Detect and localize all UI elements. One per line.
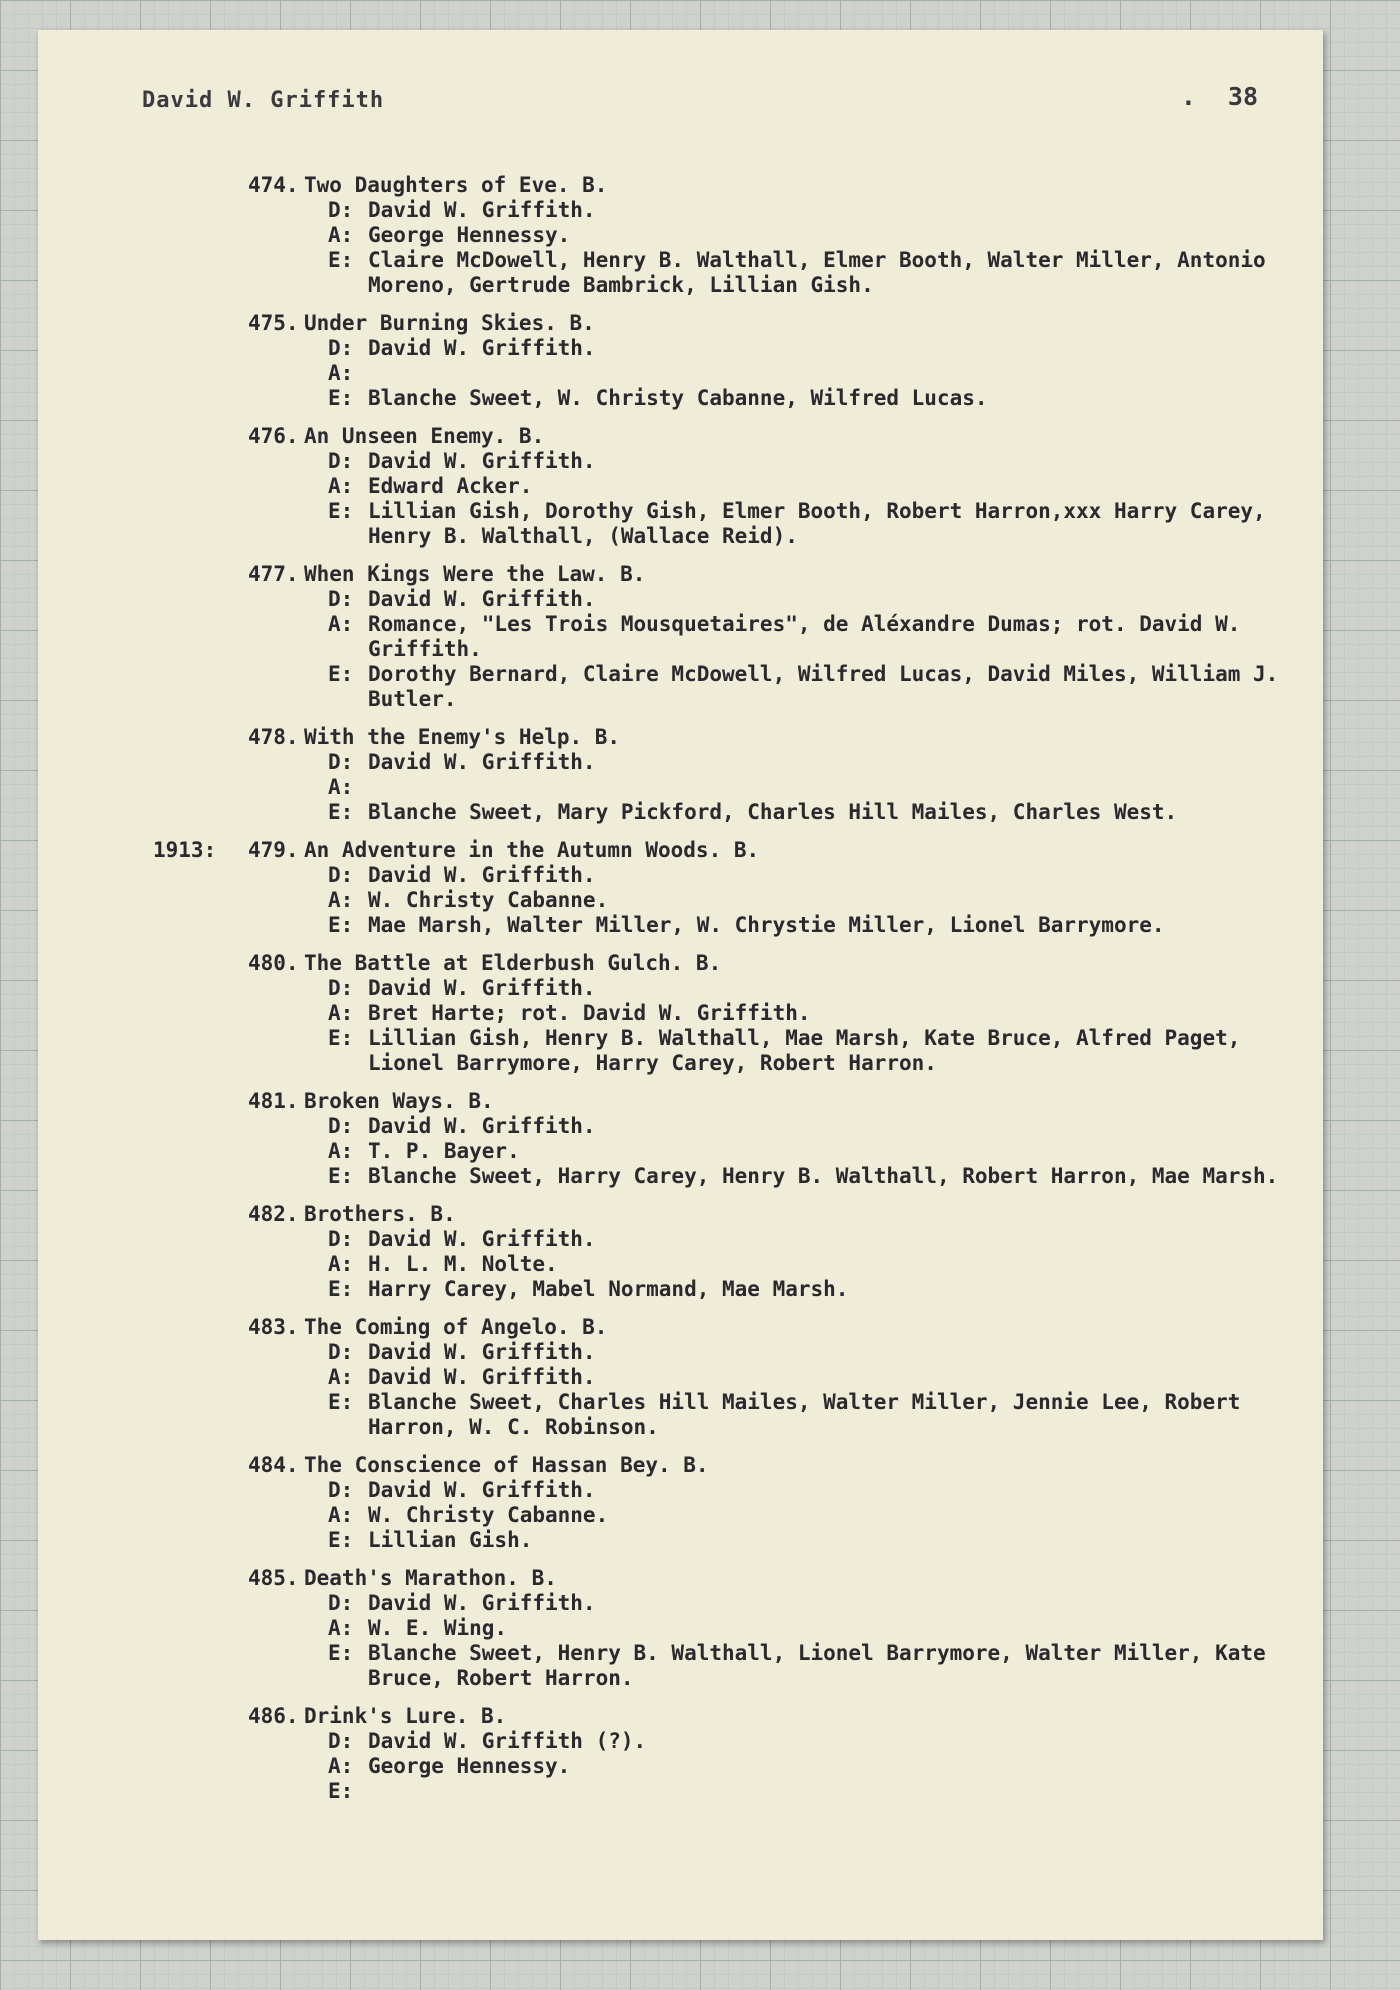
film-entry (38, 173, 1323, 298)
credit-line (328, 1390, 1308, 1440)
credit-value: David W. Griffith. (368, 449, 596, 473)
credit-line (328, 1779, 1308, 1804)
credit-value: David W. Griffith. (368, 1114, 596, 1138)
credit-label: A: (328, 1754, 354, 1778)
credit-label: D: (328, 1729, 354, 1753)
credit-value: Lillian Gish, Dorothy Gish, Elmer Booth, Robert Harron,xxx Harry Carey, Henry B. Walthall, (Wallace Reid). (368, 499, 1266, 548)
credit-line (328, 1252, 1308, 1277)
film-entry (38, 1202, 1323, 1302)
film-number: 476. (248, 424, 299, 448)
film-title: When Kings Were the Law. B. (304, 562, 646, 586)
film-title-line (248, 562, 1323, 587)
film-title: Brothers. B. (304, 1202, 456, 1226)
credit-label: E: (328, 1390, 354, 1414)
film-title-line (248, 424, 1323, 449)
credit-label: A: (328, 1503, 354, 1527)
credit-label: E: (328, 386, 354, 410)
credit-value: Dorothy Bernard, Claire McDowell, Wilfred Lucas, David Miles, William J. Butler. (368, 662, 1279, 711)
film-title: The Conscience of Hassan Bey. B. (304, 1453, 709, 1477)
credit-line (328, 662, 1308, 712)
credit-label: A: (328, 361, 354, 385)
credit-label: A: (328, 888, 354, 912)
film-title-line (248, 838, 1323, 863)
credit-label: A: (328, 612, 354, 636)
credit-line (328, 499, 1308, 549)
credit-value: Lillian Gish, Henry B. Walthall, Mae Marsh, Kate Bruce, Alfred Paget, Lionel Barrymore, Harry Carey, Robert Harron. (368, 1026, 1241, 1075)
film-entry (38, 1315, 1323, 1440)
film-title: Two Daughters of Eve. B. (304, 173, 608, 197)
credit-label: D: (328, 863, 354, 887)
film-number: 474. (248, 173, 299, 197)
credit-line (328, 775, 1308, 800)
film-title-line (248, 311, 1323, 336)
film-title: An Unseen Enemy. B. (304, 424, 545, 448)
credit-label: D: (328, 1340, 354, 1364)
film-title: Under Burning Skies. B. (304, 311, 595, 335)
film-number: 477. (248, 562, 299, 586)
typed-page (38, 30, 1323, 1940)
credit-label: D: (328, 1591, 354, 1615)
credit-label: E: (328, 1277, 354, 1301)
credit-line (328, 976, 1308, 1001)
credit-line (328, 386, 1308, 411)
film-number: 482. (248, 1202, 299, 1226)
credit-value: David W. Griffith. (368, 976, 596, 1000)
film-title-line (248, 1089, 1323, 1114)
credit-line (328, 913, 1308, 938)
film-title: The Coming of Angelo. B. (304, 1315, 608, 1339)
credit-line (328, 198, 1308, 223)
film-entry (38, 1089, 1323, 1189)
credit-label: D: (328, 1478, 354, 1502)
credit-line (328, 750, 1308, 775)
credit-value: Bret Harte; rot. David W. Griffith. (368, 1001, 811, 1025)
credit-value: Lillian Gish. (368, 1528, 533, 1552)
credit-value: W. Christy Cabanne. (368, 1503, 609, 1527)
credit-line (328, 223, 1308, 248)
film-entry (38, 1704, 1323, 1804)
credit-label: A: (328, 775, 354, 799)
credit-value: David W. Griffith. (368, 587, 596, 611)
credit-value: David W. Griffith. (368, 336, 596, 360)
credit-label: D: (328, 449, 354, 473)
film-entry (38, 1453, 1323, 1553)
credit-label: E: (328, 800, 354, 824)
film-title-line (248, 951, 1323, 976)
credit-line (328, 1641, 1308, 1691)
film-title-line (248, 1566, 1323, 1591)
credit-label: A: (328, 1365, 354, 1389)
film-number: 485. (248, 1566, 299, 1590)
credit-label: E: (328, 1641, 354, 1665)
credit-line (328, 1340, 1308, 1365)
credit-line (328, 1591, 1308, 1616)
credit-line (328, 1503, 1308, 1528)
credit-value: H. L. M. Nolte. (368, 1252, 558, 1276)
film-title: The Battle at Elderbush Gulch. B. (304, 951, 722, 975)
credit-label: E: (328, 499, 354, 523)
film-entry (38, 424, 1323, 549)
credit-value: David W. Griffith. (368, 863, 596, 887)
credit-label: D: (328, 198, 354, 222)
credit-value: David W. Griffith. (368, 750, 596, 774)
credit-label: E: (328, 913, 354, 937)
credit-label: D: (328, 1227, 354, 1251)
credit-line (328, 336, 1308, 361)
film-title-line (248, 725, 1323, 750)
credit-label: E: (328, 1528, 354, 1552)
credit-line (328, 800, 1308, 825)
film-number: 481. (248, 1089, 299, 1113)
credit-label: E: (328, 662, 354, 686)
credit-value: David W. Griffith. (368, 1340, 596, 1364)
credit-value: W. Christy Cabanne. (368, 888, 609, 912)
credit-label: E: (328, 1164, 354, 1188)
credit-line (328, 888, 1308, 913)
credit-line (328, 1139, 1308, 1164)
credit-value: David W. Griffith. (368, 1478, 596, 1502)
film-number: 478. (248, 725, 299, 749)
film-number: 484. (248, 1453, 299, 1477)
credit-value: George Hennessy. (368, 1754, 571, 1778)
credit-label: D: (328, 976, 354, 1000)
film-title-line (248, 173, 1323, 198)
film-entry (38, 838, 1323, 938)
credit-label: A: (328, 1252, 354, 1276)
film-title-line (248, 1704, 1323, 1729)
header-author-name: David W. Griffith (142, 88, 385, 113)
credit-label: E: (328, 248, 354, 272)
credit-line (328, 449, 1308, 474)
film-title-line (248, 1453, 1323, 1478)
credit-value: Harry Carey, Mabel Normand, Mae Marsh. (368, 1277, 849, 1301)
film-number: 486. (248, 1704, 299, 1728)
film-title-line (248, 1315, 1323, 1340)
credit-value: Blanche Sweet, Henry B. Walthall, Lionel Barrymore, Walter Miller, Kate Bruce, Robert Harron. (368, 1641, 1266, 1690)
credit-value: Blanche Sweet, Mary Pickford, Charles Hill Mailes, Charles West. (368, 800, 1178, 824)
credit-line (328, 1114, 1308, 1139)
credit-value: Blanche Sweet, W. Christy Cabanne, Wilfred Lucas. (368, 386, 988, 410)
credit-value: W. E. Wing. (368, 1616, 508, 1640)
page-number-value: 38 (1227, 82, 1258, 111)
film-number: 480. (248, 951, 299, 975)
credit-value: Romance, "Les Trois Mousquetaires", de Aléxandre Dumas; rot. David W. Griffith. (368, 612, 1241, 661)
credit-label: A: (328, 474, 354, 498)
page-number-dot: . (1180, 82, 1196, 111)
film-title: Drink's Lure. B. (304, 1704, 507, 1728)
credit-label: D: (328, 1114, 354, 1138)
credit-line (328, 587, 1308, 612)
film-entry (38, 311, 1323, 411)
year-marker: 1913: (153, 838, 217, 862)
film-title: Death's Marathon. B. (304, 1566, 557, 1590)
film-title: Broken Ways. B. (304, 1089, 494, 1113)
credit-line (328, 1754, 1308, 1779)
credit-line (328, 1729, 1308, 1754)
film-entry (38, 1566, 1323, 1691)
credit-line (328, 1365, 1308, 1390)
filmography-list (38, 173, 1323, 1817)
film-entry (38, 951, 1323, 1076)
film-title-line (248, 1202, 1323, 1227)
film-entry (38, 562, 1323, 712)
credit-label: E: (328, 1779, 354, 1803)
film-number: 479. (248, 838, 299, 862)
credit-label: A: (328, 1001, 354, 1025)
credit-line (328, 1001, 1308, 1026)
credit-value: David W. Griffith. (368, 1591, 596, 1615)
credit-line (328, 863, 1308, 888)
credit-label: D: (328, 750, 354, 774)
credit-value: Edward Acker. (368, 474, 533, 498)
credit-value: David W. Griffith. (368, 198, 596, 222)
credit-line (328, 1478, 1308, 1503)
film-title: An Adventure in the Autumn Woods. B. (304, 838, 760, 862)
credit-line (328, 1164, 1308, 1189)
credit-line (328, 248, 1308, 298)
film-title: With the Enemy's Help. B. (304, 725, 621, 749)
credit-line (328, 1277, 1308, 1302)
film-number: 483. (248, 1315, 299, 1339)
credit-line (328, 1026, 1308, 1076)
credit-line (328, 612, 1308, 662)
credit-label: A: (328, 1616, 354, 1640)
credit-value: T. P. Bayer. (368, 1139, 520, 1163)
credit-label: D: (328, 336, 354, 360)
credit-line (328, 361, 1308, 386)
credit-label: E: (328, 1026, 354, 1050)
credit-value: David W. Griffith (?). (368, 1729, 647, 1753)
credit-label: D: (328, 587, 354, 611)
credit-line (328, 1227, 1308, 1252)
credit-label: A: (328, 1139, 354, 1163)
credit-line (328, 1528, 1308, 1553)
credit-value: David W. Griffith. (368, 1365, 596, 1389)
credit-value: David W. Griffith. (368, 1227, 596, 1251)
credit-value: Blanche Sweet, Harry Carey, Henry B. Walthall, Robert Harron, Mae Marsh. (368, 1164, 1279, 1188)
credit-value: Blanche Sweet, Charles Hill Mailes, Walter Miller, Jennie Lee, Robert Harron, W. C. Robinson. (368, 1390, 1241, 1439)
credit-value: George Hennessy. (368, 223, 571, 247)
film-entry (38, 725, 1323, 825)
credit-label: A: (328, 223, 354, 247)
credit-value: Mae Marsh, Walter Miller, W. Chrystie Miller, Lionel Barrymore. (368, 913, 1165, 937)
credit-value: Claire McDowell, Henry B. Walthall, Elmer Booth, Walter Miller, Antonio Moreno, Gertrude Bambrick, Lillian Gish. (368, 248, 1266, 297)
page-number (1181, 82, 1258, 111)
credit-line (328, 474, 1308, 499)
film-number: 475. (248, 311, 299, 335)
credit-line (328, 1616, 1308, 1641)
